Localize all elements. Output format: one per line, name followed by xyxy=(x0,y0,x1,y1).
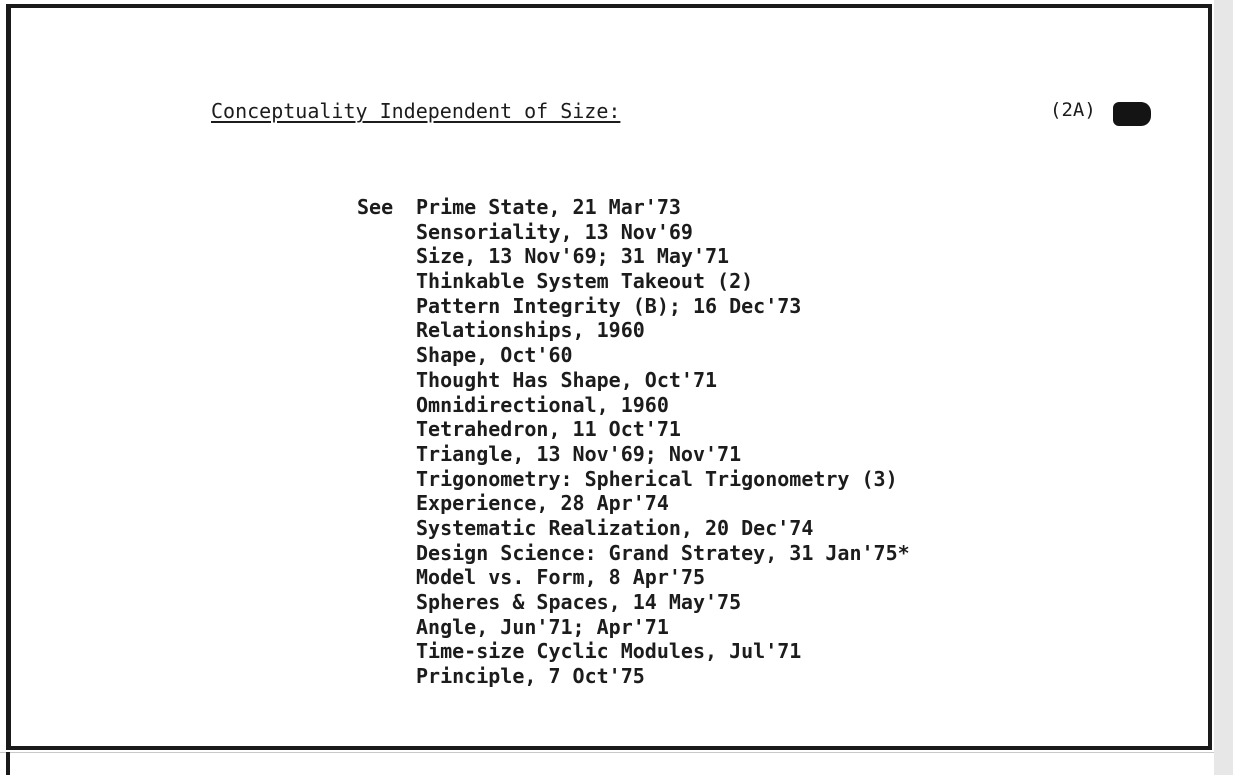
reference-item: Sensoriality, 13 Nov'69 xyxy=(416,219,693,244)
reference-item: Spheres & Spaces, 14 May'75 xyxy=(416,590,742,614)
reference-item: Pattern Integrity (B); 16 Dec'73 xyxy=(416,293,802,318)
reference-item: Thought Has Shape, Oct'71 xyxy=(416,367,718,392)
reference-item: Tetrahedron, 11 Oct'71 xyxy=(416,417,681,442)
reference-item: Design Science: Grand Stratey, 31 Jan'75* xyxy=(416,540,910,565)
reference-item: Omnidirectional, 1960 xyxy=(416,392,669,417)
reference-item: Systematic Realization, 20 Dec'74 xyxy=(416,515,814,540)
card-tab-marker xyxy=(1113,102,1151,126)
page-edge-strip xyxy=(1214,0,1233,775)
reference-item: Size, 13 Nov'69; 31 May'71 xyxy=(416,244,730,269)
card-border-line xyxy=(6,752,10,775)
see-label: See xyxy=(357,195,394,219)
reference-item: Principle, 7 Oct'75 xyxy=(416,664,645,689)
reference-item: Thinkable System Takeout (2) xyxy=(416,269,754,294)
reference-list xyxy=(416,195,910,689)
reference-item: Triangle, 13 Nov'69; Nov'71 xyxy=(416,441,742,466)
reference-item: Relationships, 1960 xyxy=(416,318,645,343)
reference-item: Prime State, 21 Mar'73 xyxy=(416,195,681,219)
reference-item: Shape, Oct'60 xyxy=(416,343,573,368)
reference-item: Angle, Jun'71; Apr'71 xyxy=(416,614,669,639)
reference-item: Experience, 28 Apr'74 xyxy=(416,491,669,516)
reference-item: Model vs. Form, 8 Apr'75 xyxy=(416,565,705,590)
card-id-label: (2A) xyxy=(1050,99,1096,121)
card-heading: Conceptuality Independent of Size: xyxy=(211,99,621,123)
reference-item: Trigonometry: Spherical Trigonometry (3) xyxy=(416,466,898,491)
reference-item: Time-size Cyclic Modules, Jul'71 xyxy=(416,639,802,664)
next-card-edge xyxy=(0,752,1214,776)
